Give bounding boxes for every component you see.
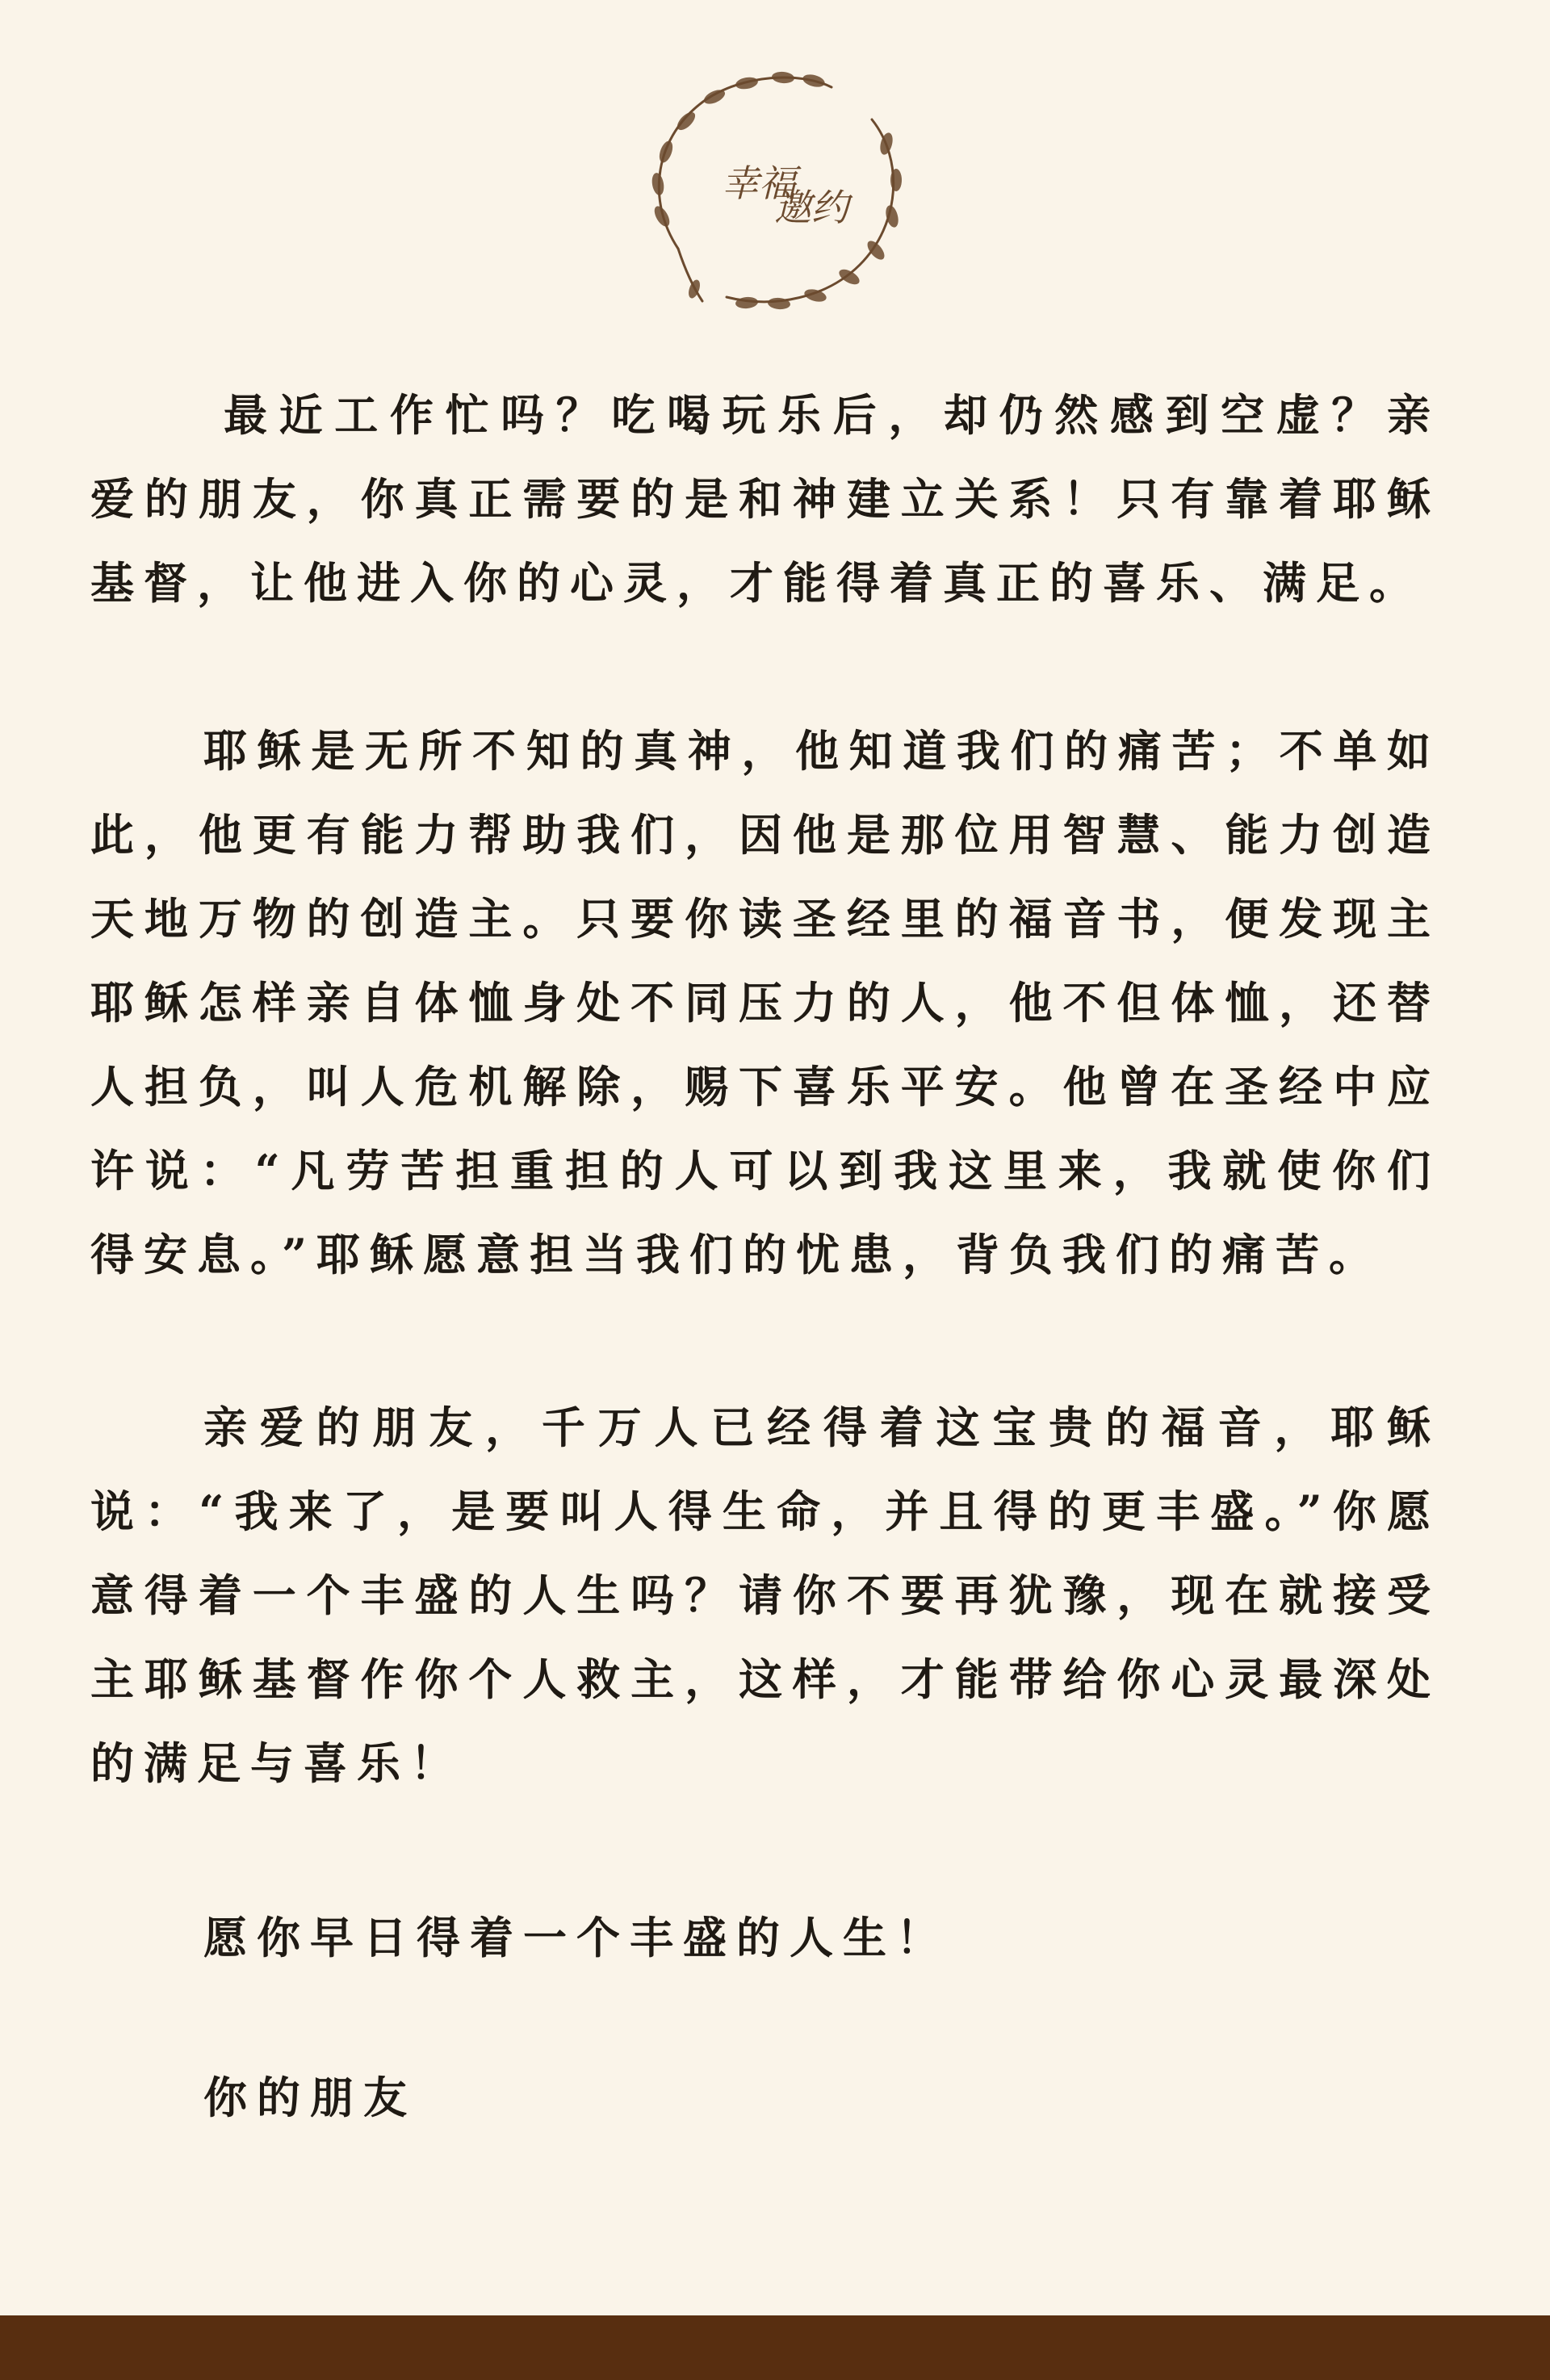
laurel-wreath-icon xyxy=(630,63,920,337)
paragraph-spacer xyxy=(90,1297,1440,1385)
paragraph-1: 最近工作忙吗？吃喝玩乐后，却仍然感到空虚？亲爱的朋友，你真正需要的是和神建立关系！只有靠着耶稣基督，让他进入你的心灵，才能得着真正的喜乐、满足。 xyxy=(90,389,1440,609)
closing-wish: 愿你早日得着一个丰盛的人生！ xyxy=(203,1912,949,1963)
paragraph-3: 亲爱的朋友，千万人已经得着这宝贵的福音，耶稣说：“我来了，是要叫人得生命，并且得的更丰盛。”你愿意得着一个丰盛的人生吗？请你不要再犹豫，现在就接受主耶稣基督作你个人救主，这样，才能带给你心灵最深处的满足与喜乐！ xyxy=(90,1402,1440,1789)
signature: 你的朋友 xyxy=(203,2072,417,2123)
paragraph-spacer xyxy=(90,1805,1440,1896)
paragraph-spacer xyxy=(90,625,1440,709)
letter-body xyxy=(90,373,1440,2139)
logo-text-line1: 幸福 xyxy=(722,161,796,205)
wreath-logo xyxy=(630,63,920,337)
paragraph-2: 耶稣是无所不知的真神，他知道我们的痛苦；不单如此，他更有能力帮助我们，因他是那位用智慧、能力创造天地万物的创造主。只要你读圣经里的福音书，便发现主耶稣怎样亲自体恤身处不同压力的人，他不但体恤，还替人担负，叫人危机解除，赐下喜乐平安。他曾在圣经中应许说：“凡劳苦担重担的人可以到我这里来，我就使你们得安息。”耶稣愿意担当我们的忧患，背负我们的痛苦。 xyxy=(90,725,1440,1280)
paragraph-spacer xyxy=(90,1980,1440,2055)
logo-text-line2: 邀约 xyxy=(774,186,848,229)
footer-band xyxy=(0,2315,1550,2380)
